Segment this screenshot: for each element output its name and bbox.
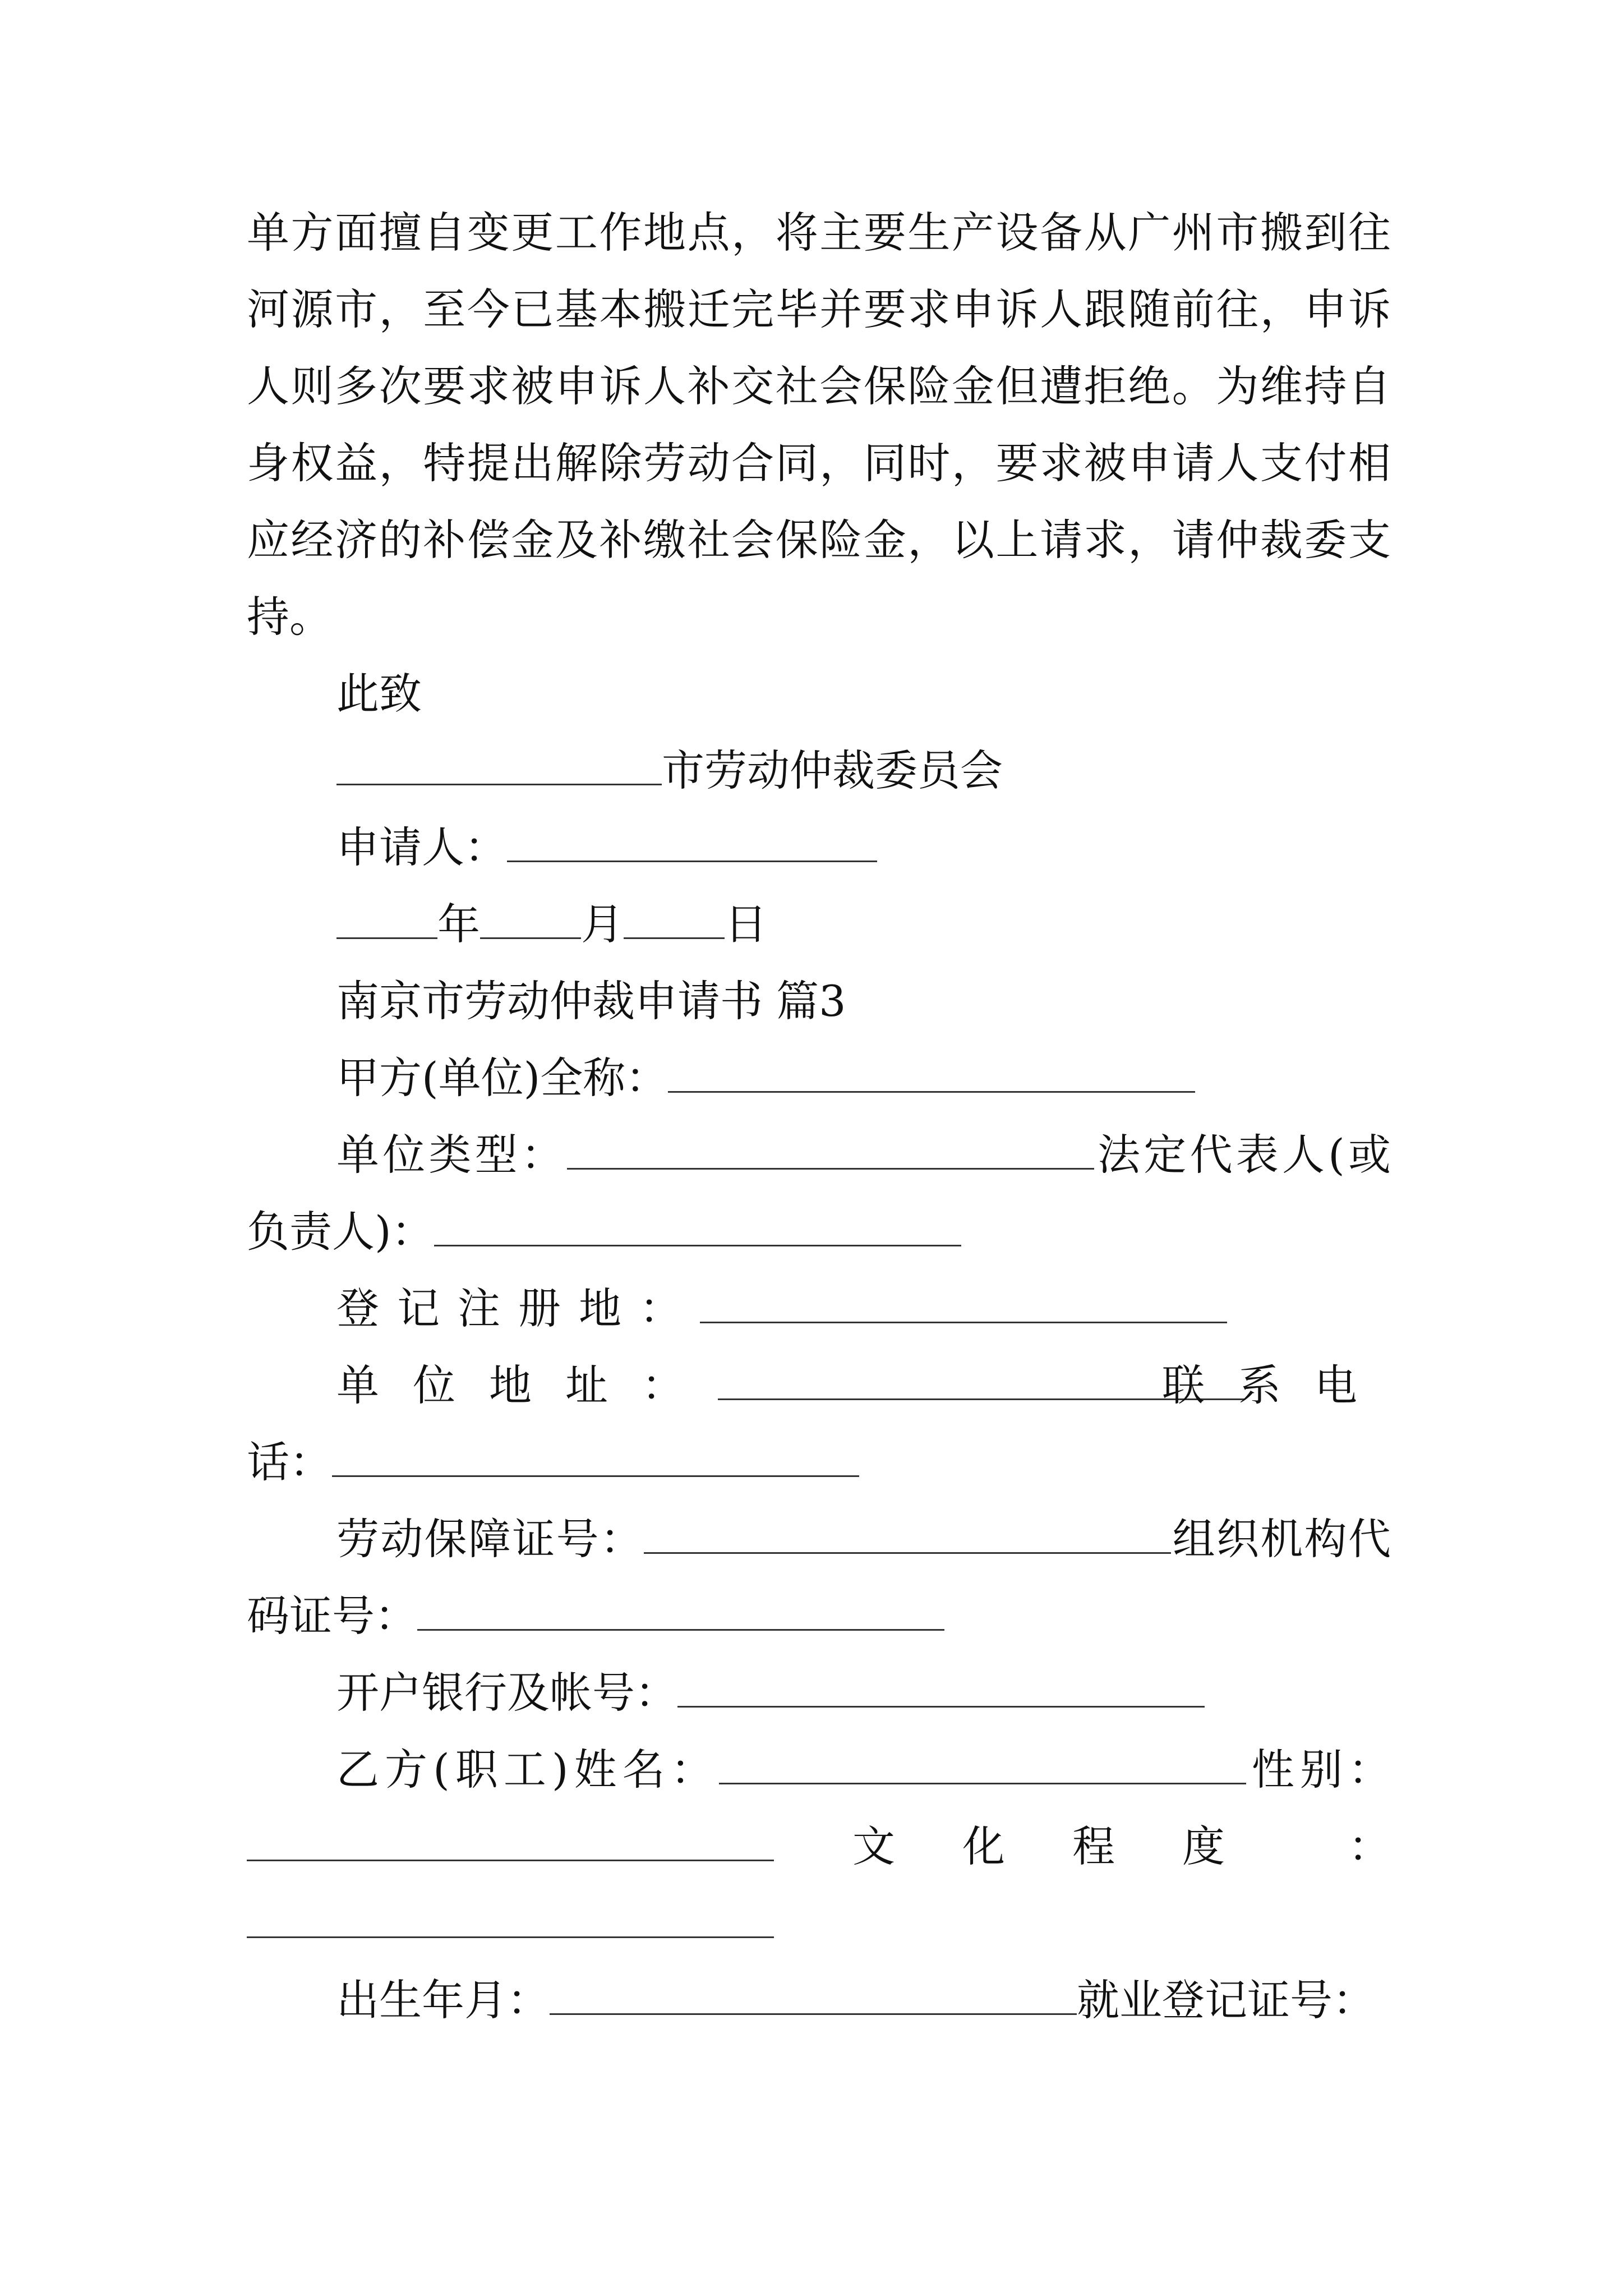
org-code-blank[interactable] [417,1590,944,1631]
day-blank[interactable] [624,898,725,939]
gender-blank[interactable] [247,1820,774,1861]
unit-type-label: 单位类型： [336,1130,567,1180]
party-a-line [247,1047,1195,1109]
reg-place-blank[interactable] [700,1282,1227,1323]
unit-type-line [247,1124,1391,1186]
phone-blank[interactable] [332,1436,859,1477]
reg-place-line [247,1278,1227,1340]
unit-address-line [247,1355,1391,1416]
birth-label: 出生年月： [336,1975,550,2025]
phone-label-cont: 话： [247,1437,332,1487]
org-code-line [247,1585,944,1647]
labor-cert-blank[interactable] [644,1513,1171,1554]
unit-address-label: 单位地址： [336,1360,718,1410]
committee-line [247,740,1003,802]
bank-line [247,1662,1205,1724]
education-label: 文化程度 [852,1821,1292,1871]
org-code-label-cont: 码证号： [247,1591,417,1641]
gender-blank-line [247,1816,1391,1878]
section-title: 南京市劳动仲裁申请书 篇3 [336,976,846,1026]
phone-line [247,1432,859,1493]
birth-blank[interactable] [550,1974,1077,2015]
paragraph-line-5: 应经济的补偿金及补缴社会保险金，以上请求，请仲裁委支 [247,515,1391,565]
legal-rep-line [247,1201,961,1263]
party-b-blank[interactable] [719,1743,1246,1784]
reg-place-label: 登记注册地： [336,1283,700,1333]
employment-cert-label: 就业登记证号： [1077,1975,1375,2025]
legal-rep-label: 法定代表人(或 [1094,1130,1391,1180]
year-label: 年 [437,899,480,949]
year-blank[interactable] [336,898,437,939]
legal-rep-label-cont: 负责人)： [247,1207,434,1257]
paragraph-line-6: 持。 [247,592,332,642]
party-a-blank[interactable] [668,1052,1195,1093]
legal-rep-blank[interactable] [434,1205,961,1246]
party-b-line [247,1739,1391,1801]
day-label: 日 [725,899,767,949]
labor-cert-line [247,1508,1391,1570]
paragraph-line-2: 河源市，至今已基本搬迁完毕并要求申诉人跟随前往，申诉 [247,284,1391,334]
party-a-label: 甲方(单位)全称： [336,1053,668,1103]
committee-blank[interactable] [336,744,662,785]
unit-type-blank[interactable] [567,1129,1094,1170]
party-b-label: 乙方(职工)姓名： [336,1745,719,1795]
bank-blank[interactable] [677,1667,1205,1708]
committee-suffix: 市劳动仲裁委员会 [662,746,1003,795]
paragraph-line-3: 人则多次要求被申诉人补交社会保险金但遭拒绝。为维持自 [247,361,1391,411]
applicant-blank[interactable] [507,821,877,862]
month-blank[interactable] [480,898,581,939]
gender-label: 性别： [1246,1745,1391,1795]
applicant-line [247,817,877,878]
education-colon: ： [1348,1821,1391,1871]
education-blank-line [247,1893,774,1954]
salute: 此致 [336,669,422,719]
education-blank[interactable] [247,1897,774,1938]
phone-label: 联系电 [1162,1360,1391,1410]
birth-line [247,1970,1413,2031]
date-line [247,894,767,955]
bank-label: 开户银行及帐号： [336,1668,677,1718]
paragraph-line-4: 身权益，特提出解除劳动合同，同时，要求被申请人支付相 [247,438,1391,488]
applicant-label: 申请人： [336,822,507,872]
month-label: 月 [581,899,624,949]
paragraph-line-1: 单方面擅自变更工作地点，将主要生产设备从广州市搬到往 [247,208,1391,257]
org-code-label: 组织机构代 [1171,1514,1391,1564]
labor-cert-label: 劳动保障证号： [336,1514,644,1564]
